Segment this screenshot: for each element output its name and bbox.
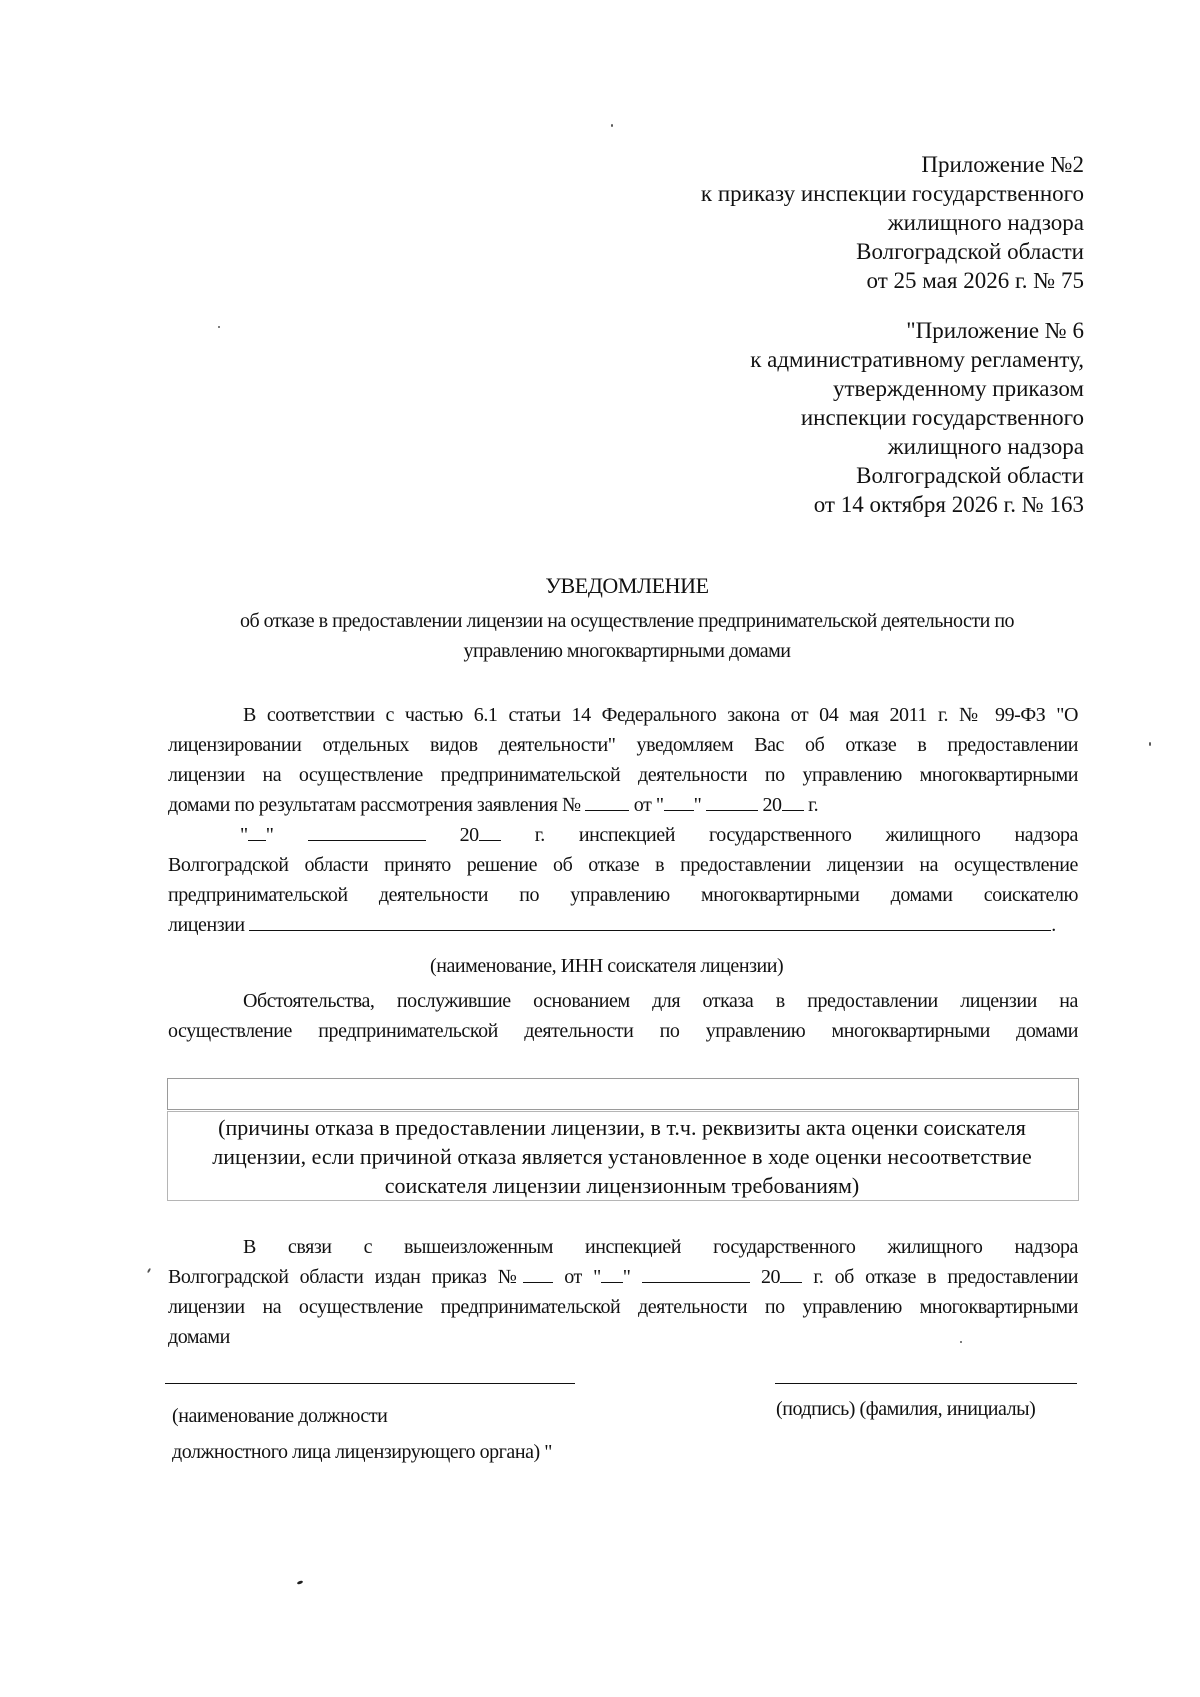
text-fragment: " bbox=[240, 824, 248, 846]
scan-speck bbox=[297, 1580, 304, 1585]
signature-line[interactable] bbox=[775, 1383, 1077, 1384]
appendix-2-line: Волгоградской области bbox=[856, 239, 1084, 264]
document-title: УВЕДОМЛЕНИЕ bbox=[545, 573, 709, 598]
appendix-6-header bbox=[750, 316, 1084, 519]
text-fragment: " bbox=[265, 824, 274, 846]
position-caption-line: должностного лица лицензирующего органа) " bbox=[172, 1441, 553, 1463]
paragraph-line bbox=[168, 790, 1078, 820]
paragraph-line: Обстоятельства, послужившие основанием для отказа в предоставлении лицензии на bbox=[243, 990, 1078, 1012]
decision-year-field[interactable] bbox=[479, 822, 501, 841]
subtitle-line: управлению многоквартирными домами bbox=[463, 640, 791, 662]
appendix-6-line: "Приложение № 6 bbox=[906, 318, 1084, 343]
position-signature-line[interactable] bbox=[165, 1383, 575, 1384]
text-fragment: 20 bbox=[459, 824, 479, 846]
text-fragment: г. инспекцией государственного жилищного надзора bbox=[534, 824, 1078, 846]
application-number-field[interactable] bbox=[585, 792, 629, 811]
paragraph-circumstances bbox=[168, 986, 1078, 1046]
appendix-6-line: инспекции государственного bbox=[800, 405, 1084, 430]
appendix-2-line: от 25 мая 2026 г. № 75 bbox=[866, 268, 1084, 293]
text-fragment: Волгоградской области издан приказ № bbox=[168, 1266, 524, 1288]
reasons-input-field[interactable] bbox=[167, 1078, 1079, 1110]
position-caption-line: (наименование должности bbox=[172, 1405, 388, 1427]
paragraph-line: предпринимательской деятельности по управлению многоквартирными домами соискателю bbox=[168, 884, 1078, 906]
order-day-field[interactable] bbox=[601, 1264, 623, 1283]
appendix-6-line: Волгоградской области bbox=[856, 463, 1084, 488]
paragraph-line bbox=[168, 910, 1078, 940]
paragraph-line: В связи с вышеизложенным инспекцией государственного жилищного надзора bbox=[243, 1236, 1078, 1258]
paragraph-line: Волгоградской области принято решение об отказе в предоставлении лицензии на осуществление bbox=[168, 854, 1078, 876]
appendix-6-line: утвержденному приказом bbox=[833, 376, 1084, 401]
appendix-6-line: от 14 октября 2026 г. № 163 bbox=[813, 492, 1084, 517]
order-number-field[interactable] bbox=[523, 1264, 553, 1283]
text-fragment: " bbox=[693, 794, 702, 816]
text-fragment: " bbox=[622, 1266, 631, 1288]
reasons-caption-line: лицензии, если причиной отказа является установленное в ходе оценки несоответствие bbox=[212, 1144, 1032, 1169]
position-caption bbox=[172, 1398, 552, 1470]
applicant-caption: (наименование, ИНН соискателя лицензии) bbox=[430, 955, 784, 977]
application-month-field[interactable] bbox=[706, 792, 758, 811]
text-fragment: лицензии bbox=[168, 914, 245, 936]
scan-speck bbox=[1149, 742, 1151, 746]
text-fragment: домами по результатам рассмотрения заявления № bbox=[168, 794, 581, 816]
signature-caption: (подпись) (фамилия, инициалы) bbox=[776, 1398, 1036, 1420]
text-fragment: 20 bbox=[760, 1266, 781, 1288]
decision-day-field[interactable] bbox=[248, 822, 266, 841]
decision-month-field[interactable] bbox=[308, 822, 426, 841]
appendix-2-header bbox=[701, 150, 1084, 295]
applicant-name-field[interactable] bbox=[249, 912, 1051, 931]
text-fragment: от " bbox=[564, 1266, 601, 1288]
paragraph-line: лицензии на осуществление предпринимательской деятельности по управлению многоквартирными bbox=[168, 1296, 1078, 1318]
paragraph-legal-basis bbox=[168, 700, 1078, 820]
scan-speck bbox=[960, 1341, 962, 1343]
appendix-2-line: Приложение №2 bbox=[921, 152, 1084, 177]
text-fragment: г. об отказе в предоставлении bbox=[813, 1266, 1078, 1288]
reasons-caption bbox=[167, 1113, 1077, 1200]
order-year-field[interactable] bbox=[780, 1264, 802, 1283]
paragraph-line: осуществление предпринимательской деятельности по управлению многоквартирными домами bbox=[168, 1020, 1078, 1042]
subtitle-line: об отказе в предоставлении лицензии на осуществление предпринимательской деятельности по bbox=[239, 610, 1015, 632]
order-month-field[interactable] bbox=[642, 1264, 750, 1283]
application-day-field[interactable] bbox=[664, 792, 694, 811]
reasons-caption-line: соискателя лицензии лицензионным требованиям) bbox=[384, 1173, 860, 1198]
paragraph-line: В соответствии с частью 6.1 статьи 14 Федерального закона от 04 мая 2011 г. № 99-ФЗ "О bbox=[243, 704, 1078, 726]
appendix-6-line: жилищного надзора bbox=[887, 434, 1084, 459]
text-fragment: 20 bbox=[762, 794, 782, 816]
paragraph-line bbox=[168, 820, 1078, 850]
scan-speck bbox=[218, 326, 220, 328]
paragraph-line: домами bbox=[168, 1326, 230, 1348]
paragraph-line: лицензии на осуществление предпринимательской деятельности по управлению многоквартирными bbox=[168, 764, 1078, 786]
text-fragment: г. bbox=[808, 794, 819, 816]
appendix-2-line: к приказу инспекции государственного bbox=[700, 181, 1084, 206]
appendix-2-line: жилищного надзора bbox=[887, 210, 1084, 235]
appendix-6-line: к административному регламенту, bbox=[750, 347, 1084, 372]
paragraph-line: лицензировании отдельных видов деятельности" уведомляем Вас об отказе в предоставлении bbox=[168, 734, 1078, 756]
paragraph-decision bbox=[168, 820, 1078, 940]
scan-speck bbox=[147, 1268, 151, 1273]
text-fragment: от " bbox=[633, 794, 664, 816]
paragraph-line bbox=[168, 1262, 1078, 1292]
application-year-field[interactable] bbox=[782, 792, 804, 811]
scan-speck bbox=[611, 124, 613, 127]
text-fragment: . bbox=[1051, 914, 1056, 936]
paragraph-order bbox=[168, 1232, 1078, 1352]
reasons-caption-line: (причины отказа в предоставлении лицензии, в т.ч. реквизиты акта оценки соискателя bbox=[218, 1115, 1026, 1140]
document-subtitle bbox=[200, 606, 1054, 666]
